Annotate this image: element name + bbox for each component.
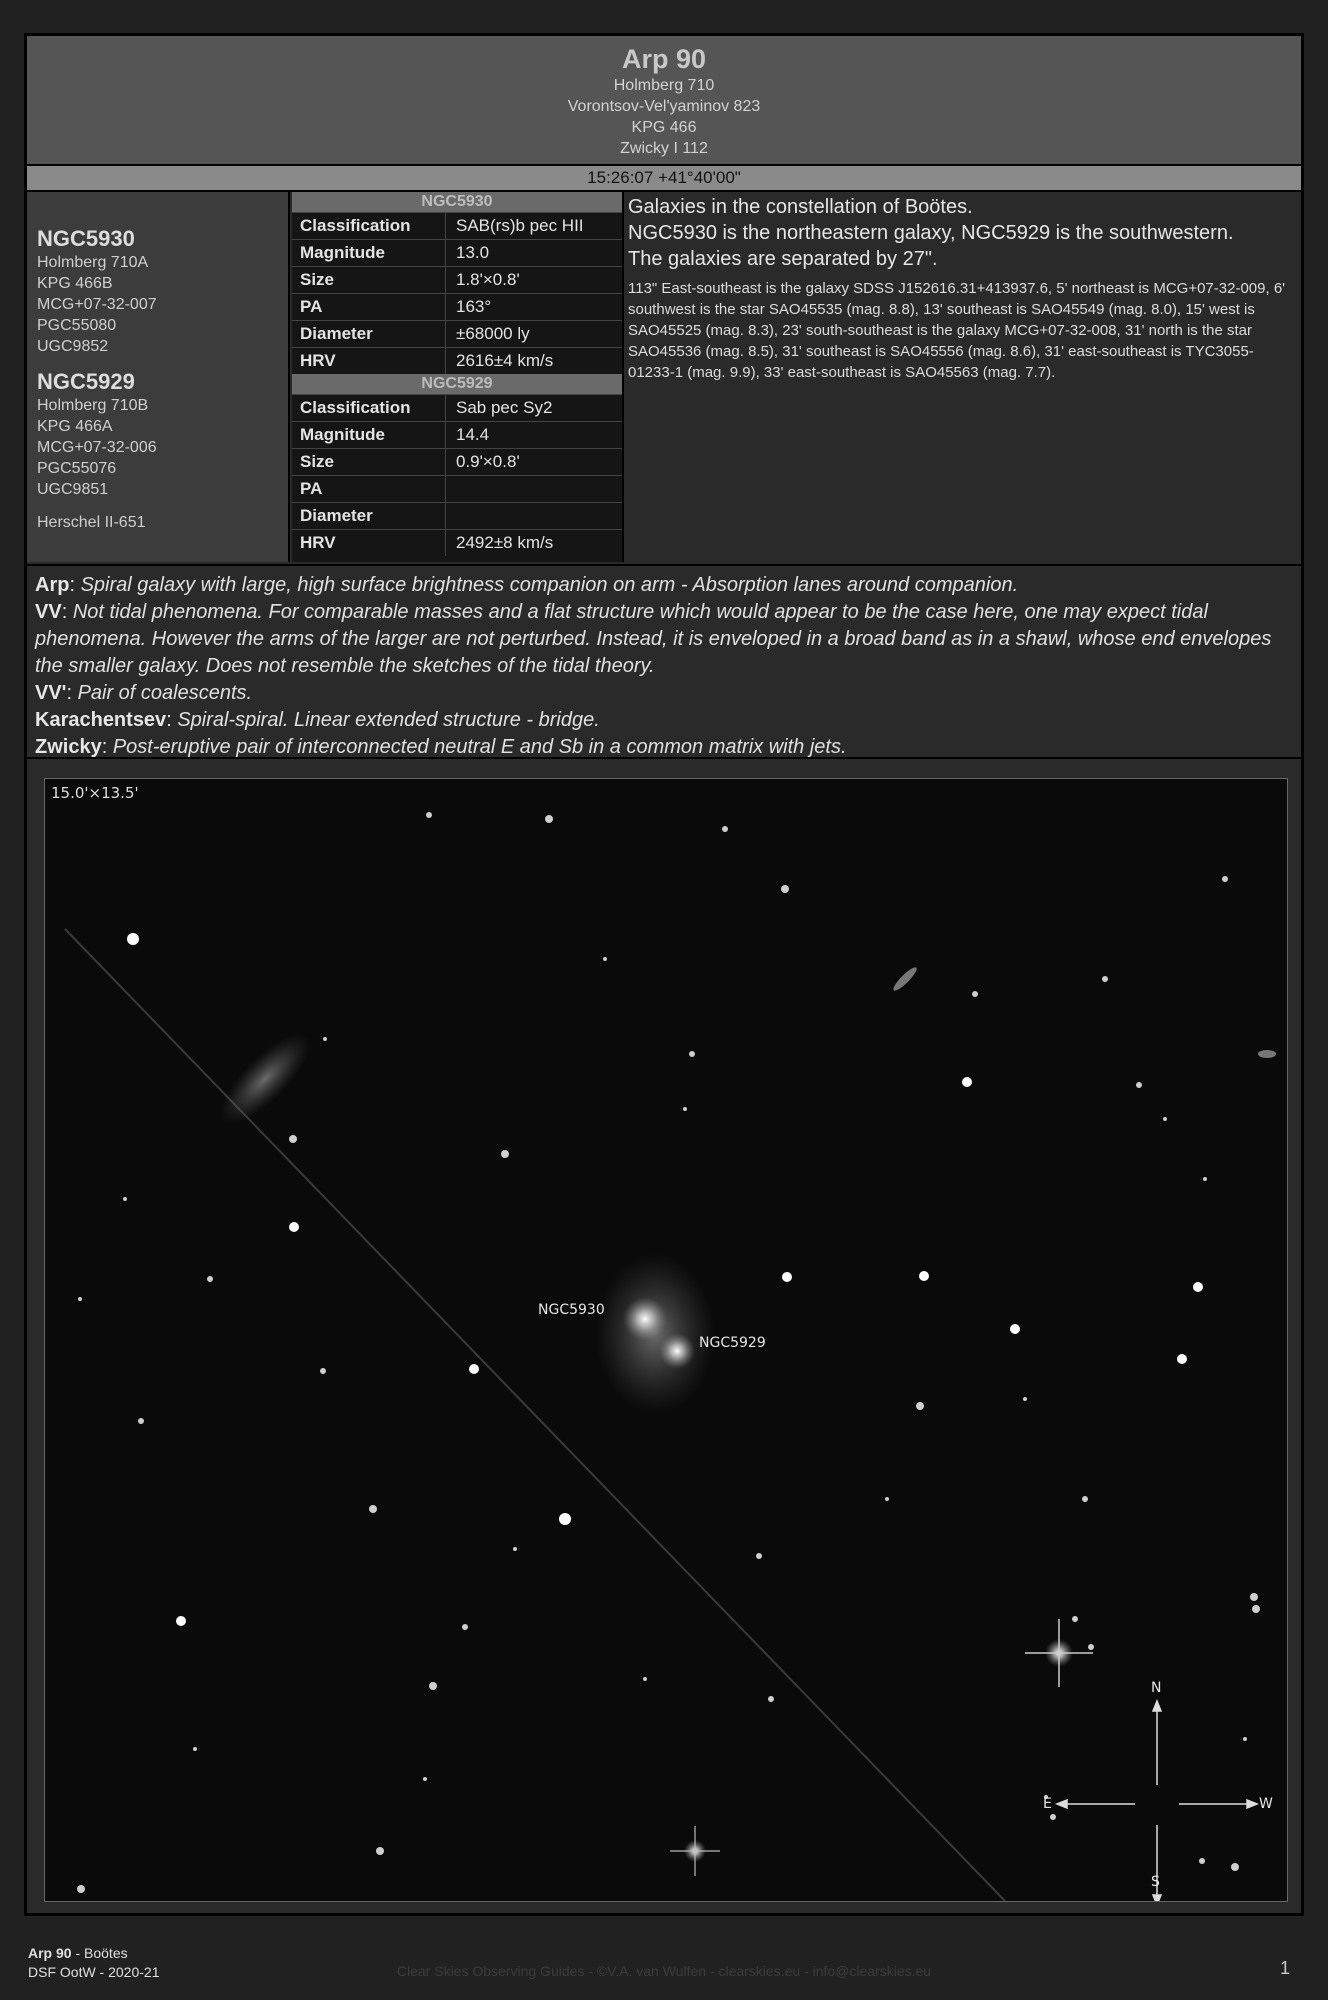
star [1231, 1863, 1239, 1871]
star [545, 815, 553, 823]
star [207, 1276, 213, 1282]
property-value: 163° [456, 297, 492, 316]
object-alias: PGC55080 [37, 317, 117, 334]
note-label: VV [35, 601, 62, 623]
star [722, 826, 728, 832]
star [1163, 1117, 1167, 1121]
star [289, 1222, 299, 1232]
property-label: Size [292, 449, 446, 475]
star [603, 957, 607, 961]
property-value: 13.0 [456, 243, 490, 262]
star [193, 1747, 197, 1751]
property-value: SAB(rs)b pec HII [456, 216, 584, 235]
compass-south: S [1151, 1874, 1160, 1890]
property-value: ±68000 ly [456, 324, 530, 343]
star [1193, 1282, 1203, 1292]
star [1250, 1593, 1258, 1601]
star [768, 1696, 774, 1702]
compass-west: W [1259, 1796, 1273, 1812]
table-heading: NGC5929 [292, 374, 622, 394]
star [919, 1271, 929, 1281]
star [1082, 1496, 1088, 1502]
table-row [292, 475, 622, 502]
property-value: 14.4 [456, 425, 490, 444]
table-row [292, 448, 622, 475]
star [1136, 1082, 1142, 1088]
note: VV': Pair of coalescents. [35, 682, 253, 704]
table-heading: NGC5930 [292, 192, 622, 212]
note-text: Spiral galaxy with large, high surface brightness companion on arm - Absorption lanes around companion. [80, 574, 1019, 596]
star [138, 1418, 144, 1424]
alias-line: KPG 466 [631, 119, 697, 136]
note: Zwicky: Post-eruptive pair of interconnected neutral E and Sb in a common matrix with jets. [35, 736, 847, 758]
herschel-designation: Herschel II-651 [37, 514, 146, 531]
alias-line: Holmberg 710 [613, 77, 715, 94]
object-name: NGC5930 [37, 226, 135, 251]
property-label: Classification [292, 213, 446, 239]
description-line: Galaxies in the constellation of Boötes. [628, 196, 973, 218]
note-label: Karachentsev [35, 709, 167, 731]
star [323, 1037, 327, 1041]
description-line: NGC5930 is the northeastern galaxy, NGC5929 is the southwestern. [628, 222, 1234, 244]
property-label: PA [292, 476, 446, 502]
star [1050, 1814, 1056, 1820]
star [369, 1505, 377, 1513]
property-label: Classification [292, 395, 446, 421]
note-label: VV' [35, 682, 67, 704]
star [1023, 1397, 1027, 1401]
star [1088, 1644, 1094, 1650]
field-of-view: 15.0'×13.5' [51, 784, 139, 802]
note-text: Not tidal phenomena. For comparable masses and a flat structure which would appear to be the case here, one may expect tidal phenomena. However the arms of the larger are not perturbed. Instead, it is enveloped in a broad band as in a shawl, whose end envelopes the smaller galaxy. Does not resemble the sketches of the tidal theory. [35, 601, 1272, 677]
star [689, 1051, 695, 1057]
sky-image [44, 778, 1288, 1902]
star [426, 812, 432, 818]
star [423, 1777, 427, 1781]
star-field [45, 779, 1287, 1901]
star [1010, 1324, 1020, 1334]
object-alias: UGC9852 [37, 338, 109, 355]
star [972, 991, 978, 997]
star [559, 1513, 571, 1525]
star [916, 1402, 924, 1410]
description-line: The galaxies are separated by 27". [628, 248, 938, 270]
star [429, 1682, 437, 1690]
compass-east: E [1043, 1796, 1052, 1812]
star [1222, 876, 1228, 882]
star [781, 885, 789, 893]
property-label: Diameter [292, 503, 446, 529]
bright-star [670, 1826, 720, 1876]
table-row [292, 421, 622, 448]
property-label: Diameter [292, 321, 446, 347]
compass [1057, 1701, 1257, 1901]
star [123, 1197, 127, 1201]
star [1177, 1354, 1187, 1364]
star [885, 1497, 889, 1501]
table-row [292, 266, 622, 293]
note-text: Pair of coalescents. [77, 682, 253, 704]
galaxy-smudge [891, 965, 919, 993]
note: VV: Not tidal phenomena. For comparable masses and a flat structure which would appear to be the case here, one may expect tidal phenomena. However the arms of the larger are not perturbed. Instead, it is enveloped in a broad band as in a shawl, whose end envelopes the smaller galaxy. Does not resemble the sketches of the tidal theory. [35, 601, 1272, 677]
star [683, 1107, 687, 1111]
object-alias: MCG+07-32-007 [37, 296, 157, 313]
note-label: Zwicky [35, 736, 102, 758]
page-title: Arp 90 [621, 44, 707, 74]
property-label: Size [292, 267, 446, 293]
ngc5929-core [659, 1333, 695, 1369]
object-alias: Holmberg 710A [37, 254, 149, 271]
table-row [292, 239, 622, 266]
star [513, 1547, 517, 1551]
coordinates: 15:26:07 +41°40'00" [27, 166, 1301, 192]
note-text: Spiral-spiral. Linear extended structure - bridge. [177, 709, 600, 731]
ngc5930-core [623, 1297, 667, 1341]
galaxy-smudge [207, 1021, 323, 1137]
star [78, 1297, 82, 1301]
object-alias: PGC55076 [37, 460, 117, 477]
satellite-trail [65, 929, 1005, 1901]
compass-north: N [1151, 1680, 1162, 1696]
alias-line: Vorontsov-Vel'yaminov 823 [567, 98, 761, 115]
object-names-panel [27, 192, 290, 562]
note: Arp: Spiral galaxy with large, high surface brightness companion on arm - Absorption lanes around companion. [35, 574, 1019, 596]
footer-credit: Clear Skies Observing Guides - ©V.A. van Wulfen - clearskies.eu - info@clearskies.eu [396, 1963, 932, 1979]
star [782, 1272, 792, 1282]
note: Karachentsev: Spiral-spiral. Linear extended structure - bridge. [35, 709, 600, 731]
table-row [292, 347, 622, 374]
property-value [446, 476, 456, 502]
table-row [292, 320, 622, 347]
ngc5930-label: NGC5930 [538, 1302, 605, 1318]
star [643, 1677, 647, 1681]
star [1252, 1605, 1260, 1613]
star [1102, 976, 1108, 982]
property-value: 2616±4 km/s [456, 351, 554, 370]
property-label: HRV [292, 530, 446, 556]
star [1199, 1858, 1205, 1864]
properties-table [292, 192, 624, 562]
catalog-notes [27, 564, 1301, 759]
table-row [292, 394, 622, 421]
note-label: Arp [35, 574, 70, 596]
table-row [292, 502, 622, 529]
star [127, 933, 139, 945]
object-alias: KPG 466A [37, 418, 113, 435]
page-number: 1 [1279, 1958, 1290, 1978]
object-alias: MCG+07-32-006 [37, 439, 157, 456]
note-text: Post-eruptive pair of interconnected neutral E and Sb in a common matrix with jets. [112, 736, 847, 758]
property-value: 2492±8 km/s [456, 533, 554, 552]
table-row [292, 293, 622, 320]
star [756, 1553, 762, 1559]
description-details: 113" East-southeast is the galaxy SDSS J152616.31+413937.6, 5' northeast is MCG+07-32-009, 6' southwest is the star SAO45535 (mag. 8.8), 13' southeast is SAO45549 (mag. 8.0), 15' west is SAO45525 (mag. 8.3), 23' south-southeast is the galaxy MCG+07-32-008, 31' north is the star SAO45536 (mag. 8.5), 31' southeast is SAO45556 (mag. 8.6), 31' east-southeast is TYC3055-01233-1 (mag. 9.9), 33' east-southeast is SAO45563 (mag. 7.7). [628, 280, 1286, 381]
star [176, 1616, 186, 1626]
star [1072, 1616, 1078, 1622]
star [462, 1624, 468, 1630]
property-label: HRV [292, 348, 446, 374]
star [376, 1847, 384, 1855]
property-value [446, 503, 456, 529]
table-row [292, 212, 622, 239]
footer-constellation: - Boötes [71, 1945, 128, 1961]
property-label: PA [292, 294, 446, 320]
ngc5929-label: NGC5929 [699, 1335, 766, 1351]
header [27, 36, 1301, 166]
property-label: Magnitude [292, 240, 446, 266]
star [469, 1364, 479, 1374]
property-value: Sab pec Sy2 [456, 398, 553, 417]
star [1243, 1737, 1247, 1741]
alias-line: Zwicky I 112 [620, 140, 708, 157]
description [628, 194, 1300, 564]
star [962, 1077, 972, 1087]
bright-star [1025, 1619, 1093, 1687]
footer-series: DSF OotW - 2020-21 [28, 1964, 160, 1980]
object-alias: Holmberg 710B [37, 397, 149, 414]
object-alias: KPG 466B [37, 275, 113, 292]
footer-title: Arp 90 [28, 1945, 72, 1961]
star [501, 1150, 509, 1158]
property-label: Magnitude [292, 422, 446, 448]
object-name: NGC5929 [37, 369, 135, 394]
table-row [292, 529, 622, 556]
star [289, 1135, 297, 1143]
property-value: 1.8'×0.8' [456, 270, 520, 289]
galaxy-smudge [1258, 1050, 1276, 1058]
property-value: 0.9'×0.8' [456, 452, 520, 471]
object-alias: UGC9851 [37, 481, 109, 498]
star [320, 1368, 326, 1374]
star [1203, 1177, 1207, 1181]
info-sheet [24, 33, 1304, 1916]
star [77, 1885, 85, 1893]
